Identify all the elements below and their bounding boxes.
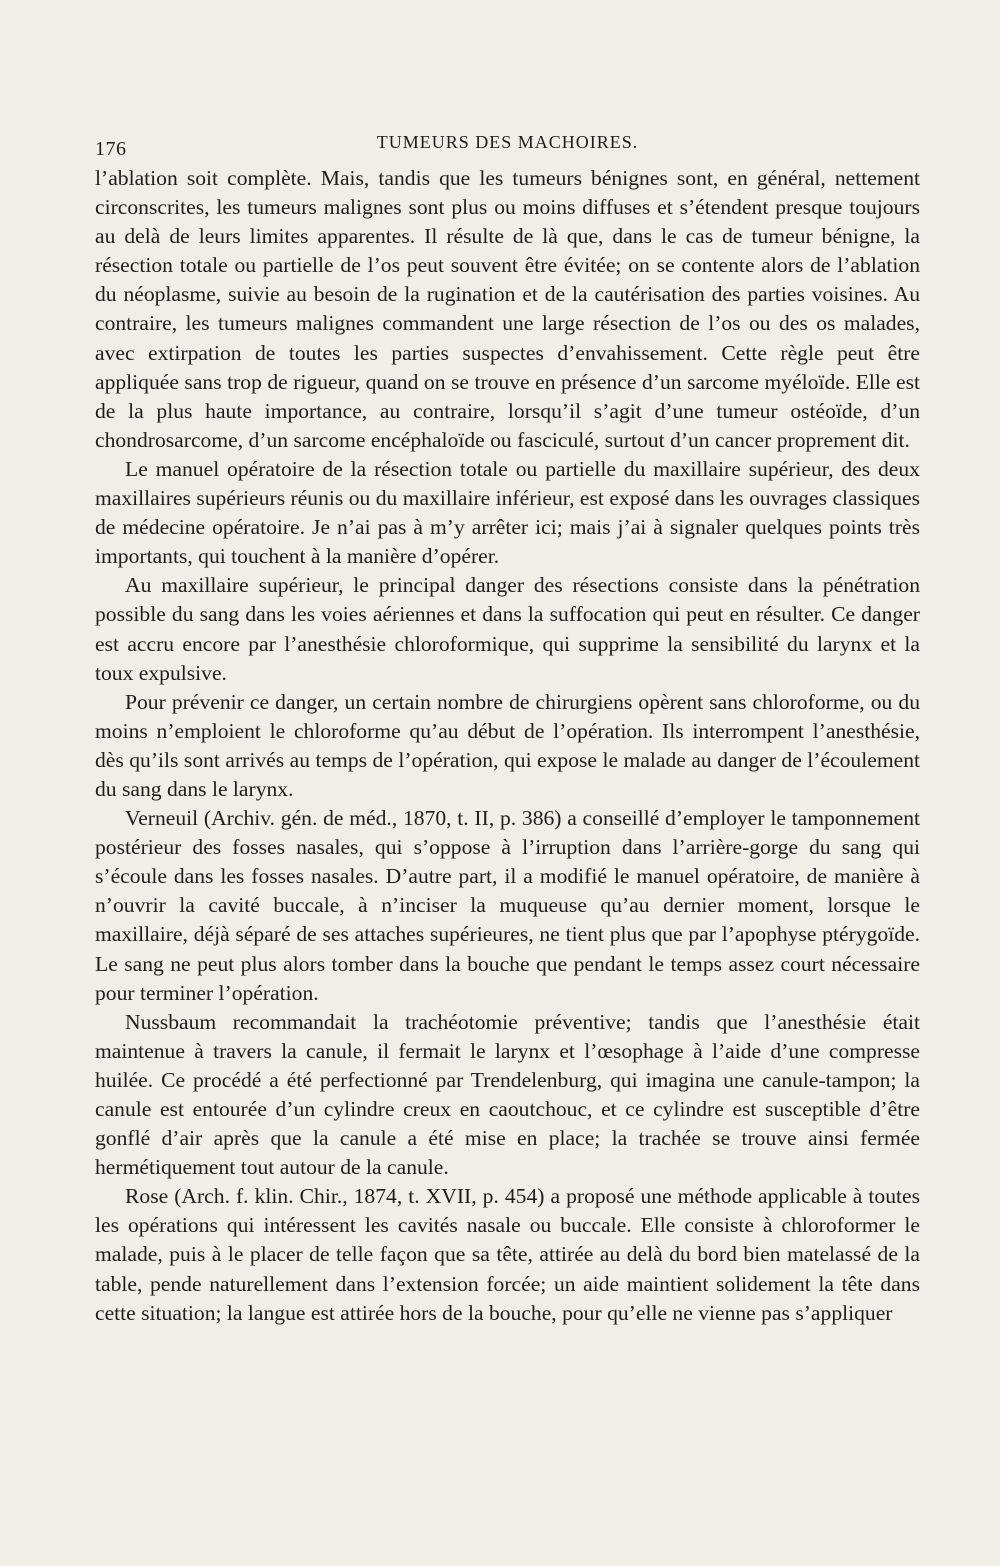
paragraph-nussbaum: Nussbaum recommandait la trachéotomie préventive; tandis que l’anesthésie était maintenue à travers la canule, il fermait le larynx et l’œsophage à l’aide d’une compresse huilée. Ce procédé a été perfectionné par Trendelenburg, qui imagina une canule-tampon; la canule est entourée d’un cylindre creux en caoutchouc, et ce cylindre est susceptible d’être gonflé d’air après que la canule a été mise en place; la trachée se trouve ainsi fermée hermétiquement tout autour de la canule. bbox=[95, 1009, 920, 1180]
paragraph-rose: Rose (Arch. f. klin. Chir., 1874, t. XVII, p. 454) a proposé une méthode applicable à toutes les opérations qui intéressent les cavités nasale ou buccale. Elle consiste à chloroformer le malade, puis à le placer de telle façon que sa tête, attirée au delà du bord bien matelassé de la table, pende naturellement dans l’extension forcée; un aide maintient solidement la tête dans cette situation; la langue est attirée hors de la bouche, pour qu’elle ne vienne pas s’appliquer bbox=[95, 1184, 920, 1325]
paragraph-verneuil: Verneuil (Archiv. gén. de méd., 1870, t. II, p. 386) a conseillé d’employer le tamponnement postérieur des fosses nasales, qui s’oppose à l’irruption dans l’arrière-gorge du sang qui s’écoule dans les fosses nasales. D’autre part, il a modifié le manuel opératoire, de manière à n’ouvrir la cavité buccale, à n’inciser la muqueuse qu’au dernier moment, lorsque le maxillaire, déjà séparé de ses attaches supérieures, ne tient plus que par l’apophyse ptérygoïde. Le sang ne peut plus alors tomber dans la bouche que pendant le temps assez court nécessaire pour terminer l’opération. bbox=[95, 806, 920, 1005]
body-text bbox=[95, 164, 920, 1328]
paragraph-prevenir-danger: Pour prévenir ce danger, un certain nombre de chirurgiens opèrent sans chloroforme, ou du moins n’emploient le chloroforme qu’au début de l’opération. Ils interrompent l’anesthésie, dès qu’ils sont arrivés au temps de l’opération, qui expose le malade au danger de l’écoulement du sang dans le larynx. bbox=[95, 689, 920, 801]
paragraph-manuel-operatoire: Le manuel opératoire de la résection totale ou partielle du maxillaire supérieur, des deux maxillaires supérieurs réunis ou du maxillaire inférieur, est exposé dans les ouvrages classiques de médecine opératoire. Je n’ai pas à m’y arrêter ici; mais j’ai à signaler quelques points très importants, qui touchent à la manière d’opérer. bbox=[95, 456, 920, 569]
page-number: 176 bbox=[95, 138, 127, 160]
paragraph-maxillaire-superieur: Au maxillaire supérieur, le principal danger des résections consiste dans la pénétration possible du sang dans les voies aériennes et dans la suffocation qui peut en résulter. Ce danger est accru encore par l’anesthésie chloroformique, qui supprime la sensibilité du larynx et la toux expulsive. bbox=[95, 573, 920, 685]
running-header bbox=[95, 128, 920, 164]
running-title: TUMEURS DES MACHOIRES. bbox=[376, 132, 639, 152]
paragraph-continuation: l’ablation soit complète. Mais, tandis que les tumeurs bénignes sont, en général, nettement circonscrites, les tumeurs malignes sont plus ou moins diffuses et s’étendent presque toujours au delà de leurs limites apparentes. Il résulte de là que, dans le cas de tumeur bénigne, la résection totale ou partielle de l’os peut souvent être évitée; on se contente alors de l’ablation du néoplasme, suivie au besoin de la rugination et de la cautérisation des parties voisines. Au contraire, les tumeurs malignes commandent une large résection de l’os ou des os malades, avec extirpation de toutes les parties suspectes d’envahissement. Cette règle peut être appliquée sans trop de rigueur, quand on se trouve en présence d’un sarcome myéloïde. Elle est de la plus haute importance, au contraire, lorsqu’il s’agit d’une tumeur ostéoïde, d’un chondrosarcome, d’un sarcome encéphaloïde ou fasciculé, surtout d’un cancer proprement dit. bbox=[95, 166, 920, 452]
